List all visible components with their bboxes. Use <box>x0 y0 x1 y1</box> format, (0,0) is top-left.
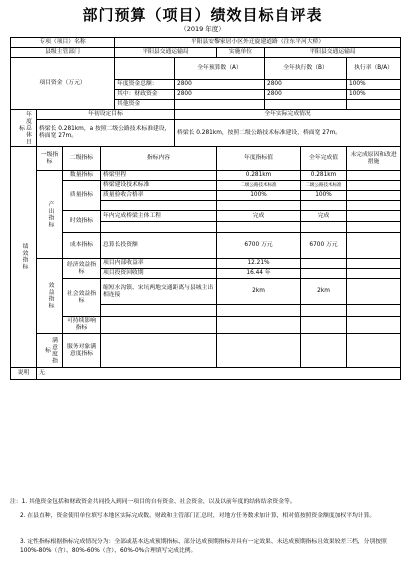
page-title: 部门预算（项目）绩效目标自评表 <box>82 6 323 24</box>
indicator-actual: 2km <box>301 279 347 305</box>
indicator-target: 完成 <box>217 211 301 222</box>
funds-row-budget: 2800 <box>175 80 265 90</box>
indicator-row <box>11 171 401 181</box>
indicator-content: 总算长投资额 <box>101 233 217 259</box>
remark-label: 说明 <box>11 368 37 380</box>
note-3: 3. 定性指标根据指标完成情况分为：全部或基本达成预期指标、部分达成预期指标并具有一定效果、未达成预期指标且效果较差三档，分别按照 100%-80%（含）、80%-60%（含）、60%-0%合理填写完成比例。 <box>20 539 387 554</box>
indicator-target: 0.281km <box>217 171 301 181</box>
remark-row <box>11 368 401 380</box>
indicator-row <box>11 317 401 334</box>
social-label: 社会效益指标 <box>63 279 101 317</box>
satisfaction-indicators-label: 满意度指标 <box>37 334 63 368</box>
funds-rate-header: 执行率（B/A） <box>347 58 401 80</box>
goals-row <box>11 120 401 147</box>
report-year: （2019 年度） <box>180 25 225 33</box>
funds-label: 项目资金（万元） <box>11 58 115 110</box>
indicator-target: 100% <box>217 191 301 201</box>
indicator-actual: 6700 万元 <box>301 233 347 259</box>
funds-row-rate: 100% <box>347 90 401 100</box>
project-name-label: 专项（项目）名称 <box>11 38 115 48</box>
indicator-row <box>11 334 401 368</box>
goals-actual-header: 全年实际完成情况 <box>175 110 401 120</box>
indicator-target: 16.44 年 <box>217 269 301 279</box>
funds-row-label: 其中：财政资金 <box>115 90 175 100</box>
indicator-actual: 完成 <box>301 211 347 222</box>
indicator-content: 桥梁里程 <box>101 171 217 181</box>
indicator-row <box>11 259 401 269</box>
indicator-content: 项目内部收益率 <box>101 259 217 269</box>
indicator-content: 缩短水沟镇、宋坑两地交通距离与县城主出相连接 <box>101 279 217 305</box>
goals-expected-text: 桥梁长 0.281km，a 按照二级公路技术标准建设，桥面宽 27m。 <box>37 120 175 147</box>
service-label: 服务对象满意度指标 <box>63 334 101 368</box>
funds-row-rate <box>347 100 401 110</box>
indicator-target: 6700 万元 <box>217 233 301 259</box>
actual-header: 全年完成值 <box>301 147 347 171</box>
indicator-row <box>11 211 401 222</box>
indicator-target: 2km <box>217 279 301 305</box>
funds-row-budget: 2800 <box>175 90 265 100</box>
quality-label: 质量指标 <box>63 181 101 211</box>
indicator-row <box>11 233 401 259</box>
note-2: 2. 在县直种，资金使用单位填写本地区实际完成数。财政和主管部门汇总时，对地方任务数求加计算，相对值按照资金额度加权平均计算。 <box>20 513 376 519</box>
indicator-row <box>11 279 401 305</box>
quantity-label: 数量指标 <box>63 171 101 181</box>
benefit-indicators-label: 效益指标 <box>37 259 63 334</box>
cost-label: 成本指标 <box>63 233 101 259</box>
funds-row-exec: 2800 <box>265 90 347 100</box>
evaluation-table <box>10 37 401 380</box>
indicator-actual <box>301 259 347 269</box>
department-value: 平阳县交通运输局 <box>115 48 217 58</box>
department-row <box>11 48 401 58</box>
indicator-actual: 二级公路技术标准 <box>301 181 347 191</box>
indicator-row <box>11 181 401 191</box>
goals-actual-text: 桥梁长 0.281km，按照二级公路技术标准建设，桥面宽 27m。 <box>175 120 401 147</box>
indicator-actual: 100% <box>301 191 347 201</box>
target-header: 年度指标值 <box>217 147 301 171</box>
sustain-label: 可持续影响指标 <box>63 317 101 334</box>
indicator-actual: 0.281km <box>301 171 347 181</box>
indicator-content: 质量验收合格率 <box>101 191 217 201</box>
level2-header: 二级指标 <box>63 147 101 171</box>
funds-row-exec <box>265 100 347 110</box>
department-label: 县级主管部门 <box>11 48 115 58</box>
funds-budget-header: 全年预算数（A） <box>175 58 265 80</box>
indicator-content: 桥梁建设技术标准 <box>101 181 217 191</box>
project-name-row <box>11 38 401 48</box>
indicator-target: 二级公路技术标准 <box>217 181 301 191</box>
level1-header: 一级指标 <box>37 147 63 171</box>
output-indicators-label: 产出指标 <box>37 171 63 259</box>
goals-expected-header: 年初设定目标 <box>37 110 175 120</box>
remark-value: 无 <box>37 368 401 380</box>
content-header: 指标内容 <box>101 147 217 171</box>
funds-row-exec: 2800 <box>265 80 347 90</box>
funds-exec-header: 全年执行数（B） <box>265 58 347 80</box>
funds-row-label: 年度资金总额： <box>115 80 175 90</box>
indicator-actual <box>301 269 347 279</box>
indicator-content: 项目投资回收期 <box>101 269 217 279</box>
econ-label: 经济效益指标 <box>63 259 101 279</box>
goals-label: 年度总体目标 <box>11 110 37 147</box>
indicator-target: 12.21% <box>217 259 301 269</box>
funds-row-budget <box>175 100 265 110</box>
implementing-unit-label: 实施单位 <box>217 48 265 58</box>
note-1: 注：1. 其他资金包括和财政资金共同投入到同一项目的自有资金、社会资金，以及以前年度的结转结余资金等。 <box>10 499 296 505</box>
funds-header-row <box>11 58 401 80</box>
indicator-content: 年内完成桥梁主体工程 <box>101 211 217 222</box>
funds-row-rate: 100% <box>347 80 401 90</box>
funds-row-label: 其他资金 <box>115 100 175 110</box>
indicators-header-row <box>11 147 401 171</box>
timeliness-label: 时效指标 <box>63 211 101 233</box>
reason-header: 未完成原因和改进措施 <box>347 147 401 171</box>
goals-header-row <box>11 110 401 120</box>
implementing-unit-value: 平阳县交通运输局 <box>265 48 401 58</box>
indicators-section-label: 绩效指标 <box>11 147 37 368</box>
project-name-value: 平阳县安黎家居小区外迁旋建道路（注东平河大桥） <box>115 38 401 48</box>
